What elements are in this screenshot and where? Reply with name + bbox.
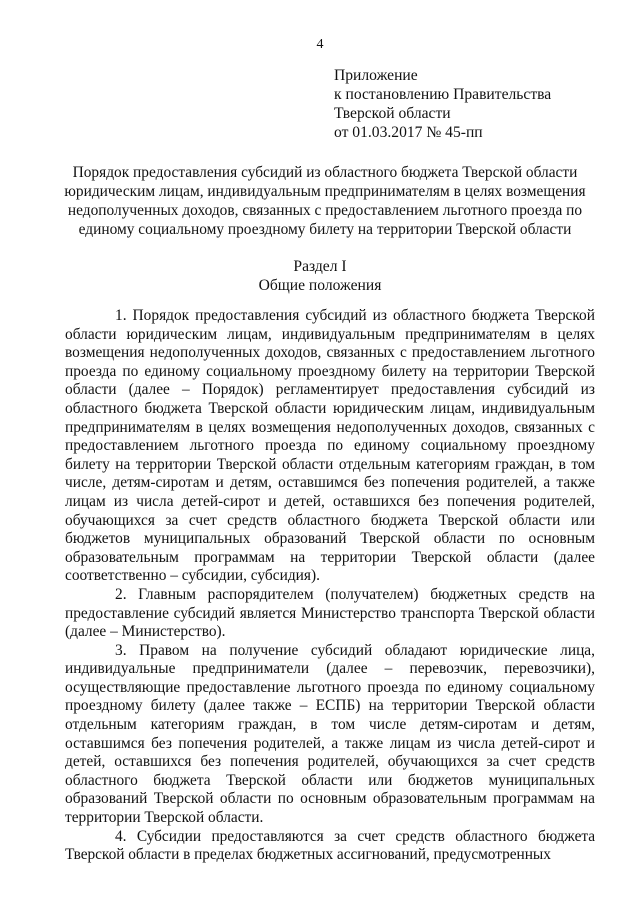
paragraph-4: 4. Субсидии предоставляются за счет средств областного бюджета Тверской области в пределах бюджетных ассигнований, предусмотренных <box>65 827 595 864</box>
paragraph-2: 2. Главным распорядителем (получателем) бюджетных средств на предоставление субсидий является Министерство транспорта Тверской области (далее – Министерство). <box>65 585 595 641</box>
section-name: Общие положения <box>258 277 382 294</box>
section-number: Раздел I <box>293 258 347 275</box>
title-line: юридическим лицам, индивидуальным предпринимателям в целях возмещения <box>64 183 586 200</box>
appendix-line: Тверской области <box>334 105 451 122</box>
appendix-date-line: от 01.03.2017 № 45-пп <box>334 124 483 141</box>
page-number: 4 <box>316 37 324 52</box>
document-title <box>40 163 610 239</box>
appendix-line: Приложение <box>334 67 418 84</box>
paragraph-1: 1. Порядок предоставления субсидий из областного бюджета Тверской области юридическим лицам, индивидуальным предпринимателям в целях возмещения недополученных доходов, связанных с предоставлением льготного проезда по единому социальному проездному билету на территории Тверской области (далее – Порядок) регламентирует предоставления субсидий из областного бюджета Тверской области юридическим лицам, индивидуальным предпринимателям в целях возмещения недополученных доходов, связанных с предоставлением льготного проезда по единому социальному проездному билету на территории Тверской области отдельным категориям граждан, в том числе, детям-сиротам и детям, оставшимся без попечения родителей, а также лицам из числа детей-сирот и детей, оставшихся без попечения родителей, обучающихся за счет средств областного бюджета Тверской области или бюджетов муниципальных образований Тверской области по основным образовательным программам на территории Тверской области (далее соответственно – субсидии, субсидия). <box>65 307 595 585</box>
title-line: Порядок предоставления субсидий из областного бюджета Тверской области <box>72 164 578 181</box>
appendix-block <box>334 66 624 142</box>
appendix-line: к постановлению Правительства <box>334 86 552 103</box>
paragraph-3: 3. Правом на получение субсидий обладают юридические лица, индивидуальные предприниматели (далее – перевозчик, перевозчики), осуществляющие предоставление льготного проезда по единому социальному проездному билету (далее также – ЕСПБ) на территории Тверской области отдельным категориям граждан, в том числе детям-сиротам и детям, оставшимся без попечения родителей, а также лицам из числа детей-сирот и детей, оставшихся без попечения родителей, обучающихся за счет средств областного бюджета Тверской области или бюджетов муниципальных образований Тверской области по основным образовательным программам на территории Тверской области. <box>65 641 595 827</box>
title-line: недополученных доходов, связанных с предоставлением льготного проезда по <box>67 202 583 219</box>
title-line: единому социальному проездному билету на территории Тверской области <box>78 221 572 238</box>
section-heading <box>0 257 640 295</box>
body-text <box>65 307 595 865</box>
